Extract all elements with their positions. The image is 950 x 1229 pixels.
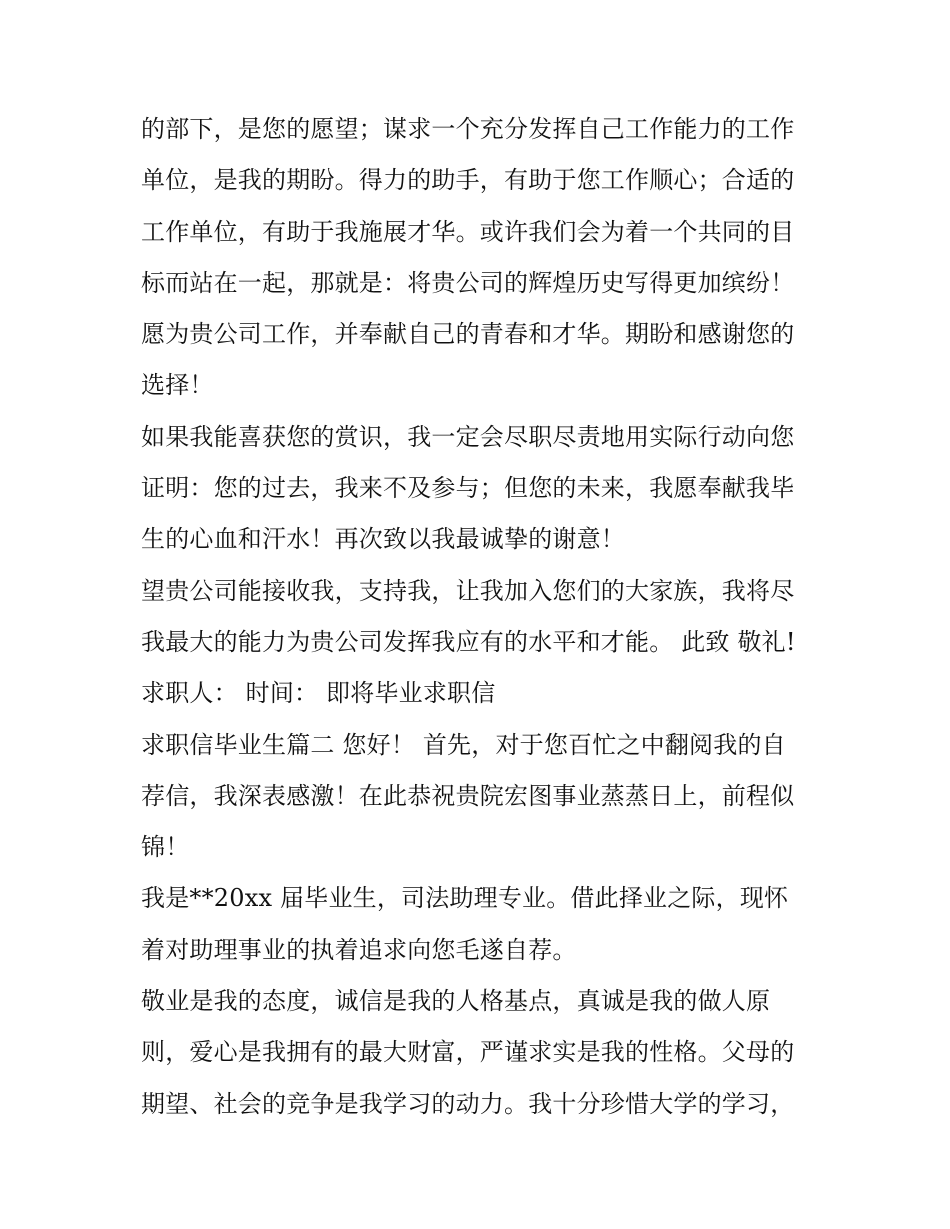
- text-line: 工作单位，有助于我施展才华。或许我们会为着一个共同的目: [141, 217, 795, 246]
- text-line: 我最大的能力为贵公司发挥我应有的水平和才能。 此致 敬礼!: [141, 627, 796, 656]
- text-line: 则，爱心是我拥有的最大财富，严谨求实是我的性格。父母的: [141, 1038, 795, 1067]
- text-line: 望贵公司能接收我，支持我，让我加入您们的大家族，我将尽: [141, 576, 795, 605]
- text-line: 选择！: [141, 371, 214, 400]
- text-line: 如果我能喜获您的赏识，我一定会尽职尽责地用实际行动向您: [141, 422, 795, 451]
- text-line: 着对助理事业的执着追求向您毛遂自荐。: [141, 935, 577, 964]
- text-line: 求职信毕业生篇二 您好！ 首先，对于您百忙之中翻阅我的自: [141, 730, 786, 759]
- text-line: 我是**20xx 届毕业生，司法助理专业。借此择业之际，现怀: [141, 884, 789, 913]
- text-line: 的部下，是您的愿望；谋求一个充分发挥自己工作能力的工作: [141, 115, 795, 143]
- text-line: 标而站在一起，那就是：将贵公司的辉煌历史写得更加缤纷！: [141, 268, 795, 297]
- body-text: [141, 104, 821, 1130]
- text-line: 荐信，我深表感激！在此恭祝贵院宏图事业蒸蒸日上，前程似: [141, 781, 795, 810]
- text-line: 愿为贵公司工作，并奉献自己的青春和才华。期盼和感谢您的: [141, 320, 795, 349]
- text-line: 期望、社会的竞争是我学习的动力。我十分珍惜大学的学习，: [141, 1089, 795, 1118]
- text-line: 单位，是我的期盼。得力的助手，有助于您工作顺心；合适的: [141, 166, 795, 195]
- text-line: 敬业是我的态度，诚信是我的人格基点，真诚是我的做人原: [141, 987, 771, 1016]
- text-line: 证明：您的过去，我来不及参与；但您的未来，我愿奉献我毕: [141, 474, 795, 503]
- text-line: 锦！: [141, 833, 190, 862]
- text-line: 生的心血和汗水！再次致以我最诚挚的谢意！: [141, 525, 625, 554]
- text-line: 求职人： 时间： 即将毕业求职信: [141, 679, 496, 708]
